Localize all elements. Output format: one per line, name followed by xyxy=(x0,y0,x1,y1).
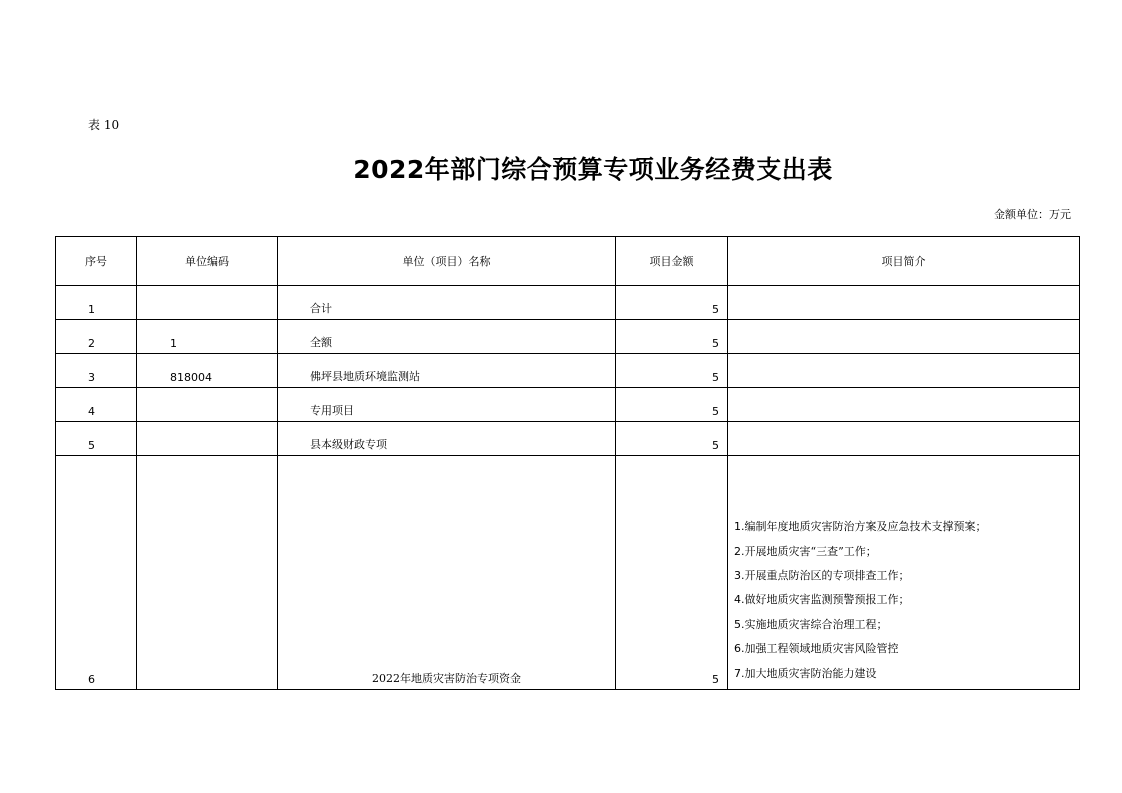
header-code: 单位编码 xyxy=(137,237,278,286)
page-title: 2022年部门综合预算专项业务经费支出表 xyxy=(353,155,833,184)
intro-item xyxy=(734,637,1079,661)
table-row xyxy=(56,388,1080,422)
cell-intro xyxy=(728,388,1080,422)
table-row xyxy=(56,286,1080,320)
cell-amount: 5 xyxy=(616,354,728,388)
budget-table xyxy=(55,236,1080,690)
table-row xyxy=(56,354,1080,388)
intro-item-num: 2. xyxy=(734,544,745,558)
table-row xyxy=(56,422,1080,456)
intro-item-num: 7. xyxy=(734,666,745,680)
cell-intro xyxy=(728,456,1080,690)
header-row xyxy=(56,237,1080,286)
cell-intro xyxy=(728,354,1080,388)
header-amount: 项目金额 xyxy=(616,237,728,286)
intro-item-text: 加大地质灾害防治能力建设 xyxy=(744,666,877,680)
intro-item-num: 4. xyxy=(734,593,745,607)
header-name: 单位（项目）名称 xyxy=(278,237,616,286)
table-row xyxy=(56,456,1080,690)
cell-code xyxy=(137,456,278,690)
cell-amount: 5 xyxy=(616,456,728,690)
cell-code xyxy=(137,286,278,320)
cell-seq: 2 xyxy=(56,320,137,354)
intro-item xyxy=(734,540,1079,564)
intro-item xyxy=(734,613,1079,637)
intro-item xyxy=(734,515,1079,539)
cell-seq: 5 xyxy=(56,422,137,456)
cell-seq: 1 xyxy=(56,286,137,320)
cell-seq: 4 xyxy=(56,388,137,422)
cell-name: 专用项目 xyxy=(278,388,616,422)
intro-item xyxy=(734,588,1079,612)
intro-list xyxy=(728,515,1079,686)
intro-item-text: 开展地质灾害“三查”工作； xyxy=(744,544,877,558)
cell-intro xyxy=(728,320,1080,354)
cell-intro xyxy=(728,286,1080,320)
cell-amount: 5 xyxy=(616,320,728,354)
header-seq: 序号 xyxy=(56,237,137,286)
cell-name: 合计 xyxy=(278,286,616,320)
cell-amount: 5 xyxy=(616,388,728,422)
cell-code: 818004 xyxy=(137,354,278,388)
intro-item-text: 编制年度地质灾害防治方案及应急技术支撑预案； xyxy=(744,520,987,534)
table-row xyxy=(56,320,1080,354)
intro-item-num: 6. xyxy=(734,642,745,656)
intro-item-text: 做好地质灾害监测预警预报工作； xyxy=(744,593,910,607)
intro-item xyxy=(734,662,1079,686)
intro-item-num: 5. xyxy=(734,617,745,631)
cell-name: 佛坪县地质环境监测站 xyxy=(278,354,616,388)
cell-amount: 5 xyxy=(616,286,728,320)
intro-item-num: 1. xyxy=(734,520,745,534)
cell-name: 全额 xyxy=(278,320,616,354)
cell-name: 县本级财政专项 xyxy=(278,422,616,456)
intro-item-text: 实施地质灾害综合治理工程； xyxy=(744,617,888,631)
header-intro: 项目简介 xyxy=(728,237,1080,286)
intro-item xyxy=(734,564,1079,588)
cell-code xyxy=(137,422,278,456)
cell-name: 2022年地质灾害防治专项资金 xyxy=(278,456,616,690)
cell-code: 1 xyxy=(137,320,278,354)
cell-seq: 6 xyxy=(56,456,137,690)
cell-seq: 3 xyxy=(56,354,137,388)
amount-unit: 金额单位：万元 xyxy=(994,208,1071,221)
intro-item-text: 加强工程领域地质灾害风险管控 xyxy=(744,642,899,656)
cell-code xyxy=(137,388,278,422)
cell-amount: 5 xyxy=(616,422,728,456)
table-label: 表 10 xyxy=(88,118,120,132)
cell-intro xyxy=(728,422,1080,456)
intro-item-text: 开展重点防治区的专项排查工作； xyxy=(744,568,910,582)
intro-item-num: 3. xyxy=(734,568,745,582)
